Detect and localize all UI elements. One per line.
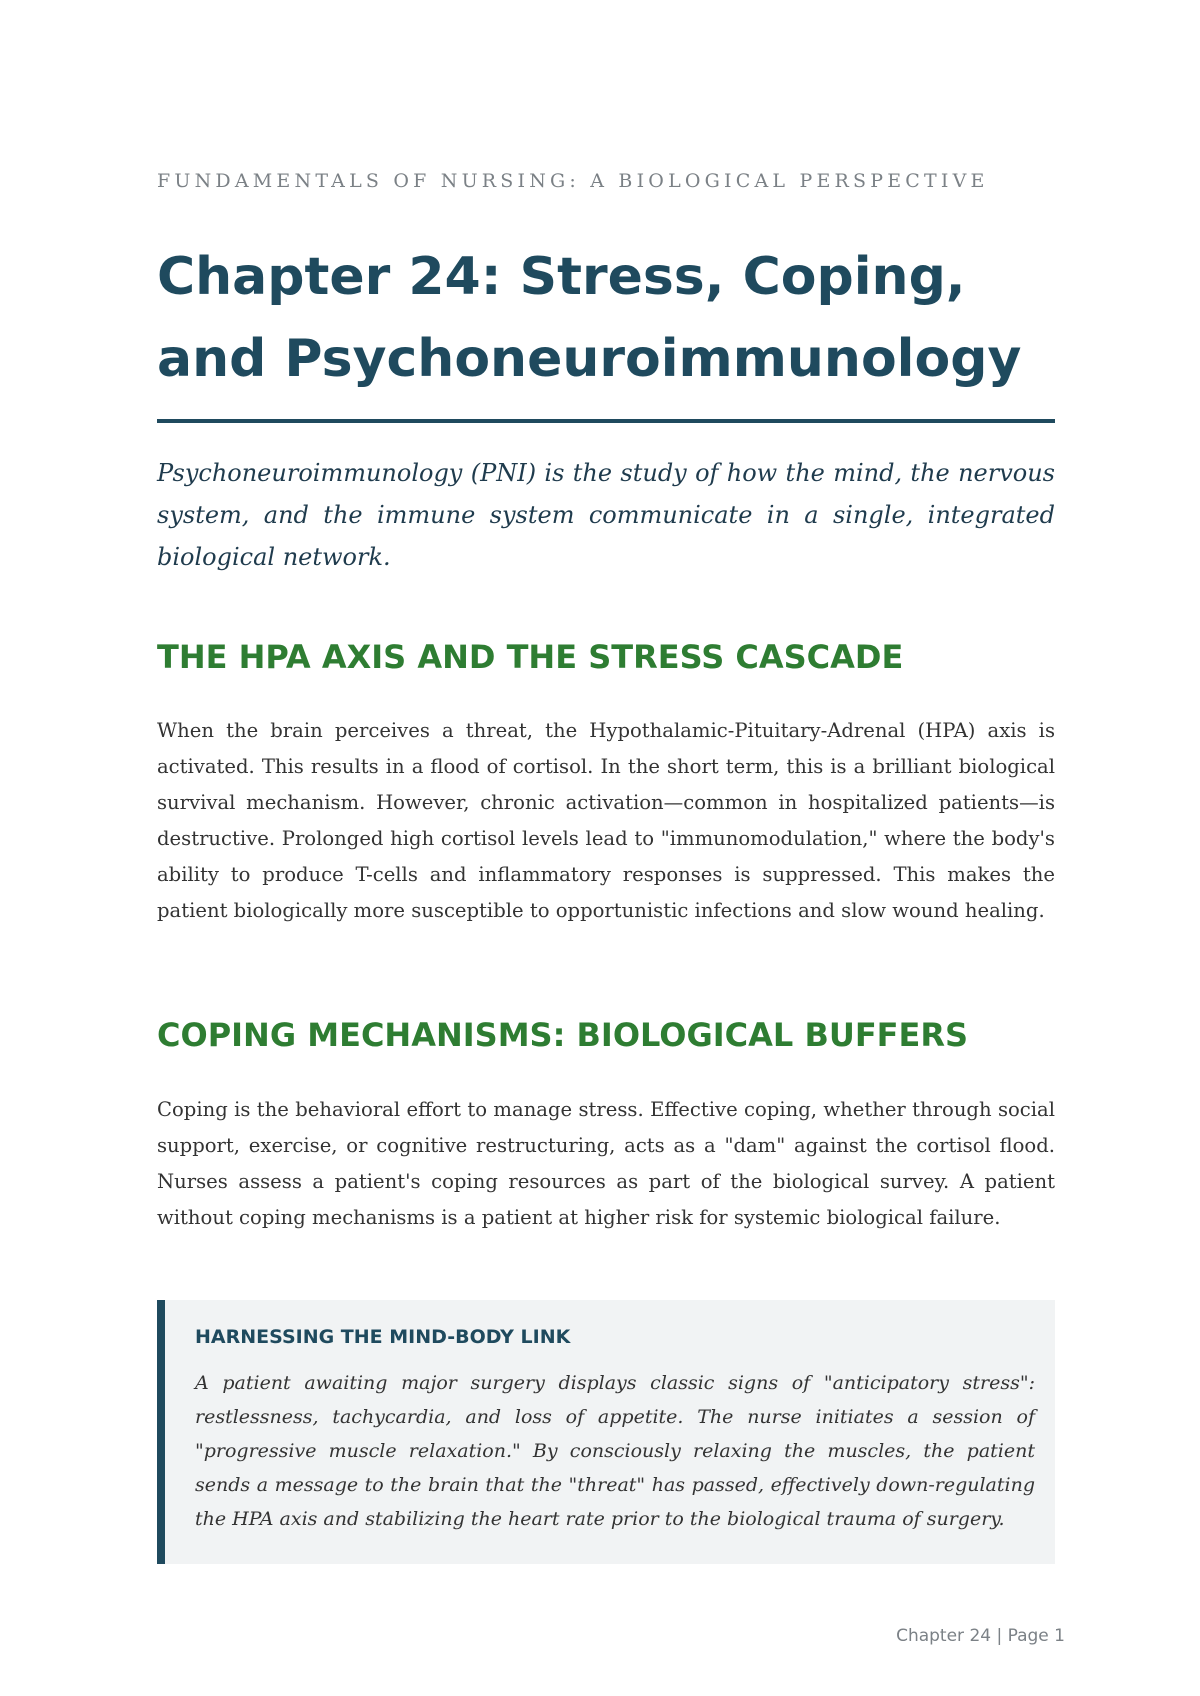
running-head: FUNDAMENTALS OF NURSING: A BIOLOGICAL PERSPECTIVE bbox=[157, 170, 989, 192]
chapter-title: Chapter 24: Stress, Coping, and Psychoneuroimmunology bbox=[157, 247, 1022, 389]
callout-box bbox=[157, 1300, 1055, 1564]
section-body-coping: Coping is the behavioral effort to manage stress. Effective coping, whether through social support, exercise, or cognitive restructuring, acts as a "dam" against the cortisol flood. Nurses assess a patient's coping resources as part of the biological survey. A patient without coping mechanisms is a patient at higher risk for systemic biological failure. bbox=[157, 1098, 1055, 1229]
title-divider bbox=[157, 419, 1055, 423]
section-heading-coping: COPING MECHANISMS: BIOLOGICAL BUFFERS bbox=[157, 1016, 969, 1054]
callout-text: A patient awaiting major surgery displays classic signs of "anticipatory stress": restlessness, tachycardia, and loss of appetite. The nurse initiates a session of "progressive muscle relaxation." By consciously relaxing the muscles, the patient sends a message to the brain that the "threat" has passed, effectively down-regulating the HPA axis and stabilizing the heart rate prior to the biological trauma of surgery. bbox=[195, 1372, 1035, 1530]
callout-title: HARNESSING THE MIND-BODY LINK bbox=[195, 1326, 571, 1348]
chapter-lede: Psychoneuroimmunology (PNI) is the study of how the mind, the nervous system, and the immune system communicate in a single, integrated biological network. bbox=[157, 459, 1055, 571]
section-heading-hpa-axis: THE HPA AXIS AND THE STRESS CASCADE bbox=[157, 638, 904, 676]
page-number-footer: Chapter 24 | Page 1 bbox=[896, 1626, 1065, 1646]
section-body-hpa-axis: When the brain perceives a threat, the Hypothalamic-Pituitary-Adrenal (HPA) axis is activated. This results in a flood of cortisol. In the short term, this is a brilliant biological survival mechanism. However, chronic activation—common in hospitalized patients—is destructive. Prolonged high cortisol levels lead to "immunomodulation," where the body's ability to produce T-cells and inflammatory responses is suppressed. This makes the patient biologically more susceptible to opportunistic infections and slow wound healing. bbox=[157, 719, 1055, 922]
